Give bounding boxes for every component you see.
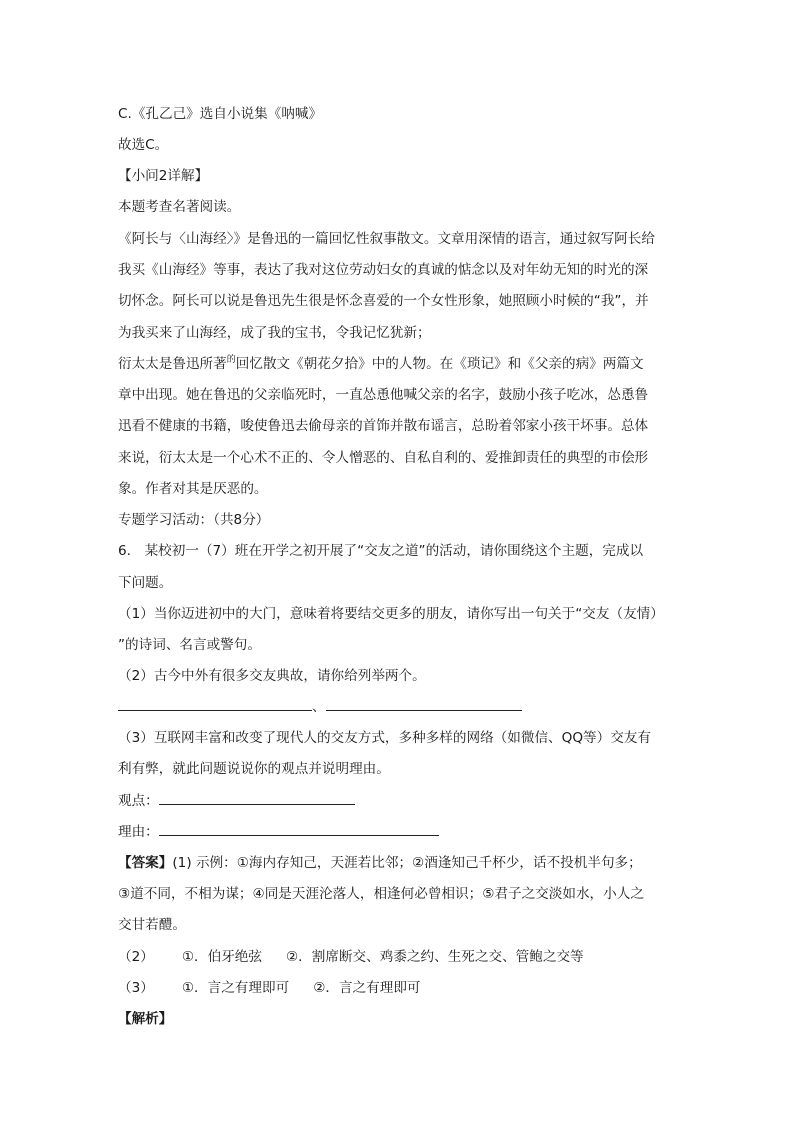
- text-line: C.《孔乙己》选自小说集《呐喊》: [118, 106, 323, 122]
- reason-row: [118, 823, 439, 841]
- answer-line: [118, 854, 642, 872]
- text-line: （1）当你迈进初中的大门，意味着将要结交更多的朋友，请你写出一句关于“交友（友情）: [118, 606, 664, 622]
- answer-item: ②．言之有理即可: [313, 980, 421, 996]
- text-line: 交甘若醴。: [118, 917, 186, 933]
- reason-blank[interactable]: [159, 823, 439, 836]
- text-line: 利有弊，就此问题说说你的观点并说明理由。: [118, 761, 390, 777]
- text-line: [118, 355, 644, 375]
- text-line: 迅看不健康的书籍，唆使鲁迅去偷母亲的首饰并散布谣言，总盼着邻家小孩干坏事。总体: [118, 418, 649, 434]
- text-fragment: 衍太太是鲁迅所著: [118, 356, 227, 372]
- answer-blank[interactable]: [326, 698, 522, 711]
- part-number: （2）: [118, 949, 154, 965]
- text-line: 《阿长与〈山海经〉》是鲁迅的一篇回忆性叙事散文。文章用深情的语言，通过叙写阿长给: [118, 231, 655, 247]
- text-line: ”的诗词、名言或警句。: [118, 637, 261, 653]
- reason-label: 理由：: [118, 824, 159, 840]
- question-stem: 6. 某校初一（7）班在开学之初开展了“交友之道”的活动，请你围绕这个主题，完成以: [118, 543, 644, 559]
- blank-separator: 、: [312, 699, 326, 715]
- superscript-char: 的: [226, 355, 236, 365]
- opinion-row: [118, 792, 355, 810]
- answer-item: ①．言之有理即可: [181, 980, 290, 996]
- answer-item: ②．割席断交、鸡黍之约、生死之交、管鲍之交等: [286, 949, 584, 965]
- text-line: 专题学习活动：（共8分）: [118, 512, 270, 528]
- text-line: 故选C。: [118, 137, 169, 153]
- section-heading: 【小问2详解】: [118, 168, 209, 184]
- text-line: 下问题。: [118, 575, 173, 591]
- answer-blank[interactable]: [118, 698, 312, 711]
- opinion-label: 观点：: [118, 793, 159, 809]
- text-fragment: (1) 示例：①海内存知己，天涯若比邻；②酒逢知己千杯少，话不投机半句多；: [172, 855, 642, 871]
- text-line: ③道不同，不相为谋；④同是天涯沦落人，相逢何必曾相识；⑤君子之交淡如水，小人之: [118, 886, 644, 902]
- answer-blanks-row: [118, 698, 522, 716]
- answer-part-3: [118, 979, 421, 997]
- text-line: 章中出现。她在鲁迅的父亲临死时，一直怂恿他喊父亲的名字，鼓励小孩子吃冰，怂恿鲁: [118, 387, 649, 403]
- text-line: （3）互联网丰富和改变了现代人的交友方式，多种多样的网络（如微信、QQ等）交友有: [118, 730, 652, 746]
- text-line: 我买《山海经》等事，表达了我对这位劳动妇女的真诚的惦念以及对年幼无知的时光的深: [118, 262, 649, 278]
- text-line: 象。作者对其是厌恶的。: [118, 481, 268, 497]
- text-line: 切怀念。阿长可以说是鲁迅先生很是怀念喜爱的一个女性形象，她照顾小时候的“我”，并: [118, 293, 649, 309]
- text-line: 本题考查名著阅读。: [118, 199, 241, 215]
- answer-part-2: [118, 948, 584, 966]
- opinion-blank[interactable]: [159, 792, 355, 805]
- analysis-heading: 【解析】: [118, 1011, 173, 1027]
- answer-label: 【答案】: [118, 855, 173, 871]
- answer-item: ①．伯牙绝弦: [181, 949, 262, 965]
- part-number: （3）: [118, 980, 154, 996]
- text-fragment: 回忆散文《朝花夕拾》中的人物。在《琐记》和《父亲的病》两篇文: [235, 356, 644, 372]
- text-line: （2）古今中外有很多交友典故，请你给列举两个。: [118, 668, 426, 684]
- text-line: 为我买来了山海经，成了我的宝书，令我记忆犹新；: [118, 325, 431, 341]
- text-line: 来说，衍太太是一个心术不正的、令人憎恶的、自私自利的、爱推卸责任的典型的市侩形: [118, 450, 649, 466]
